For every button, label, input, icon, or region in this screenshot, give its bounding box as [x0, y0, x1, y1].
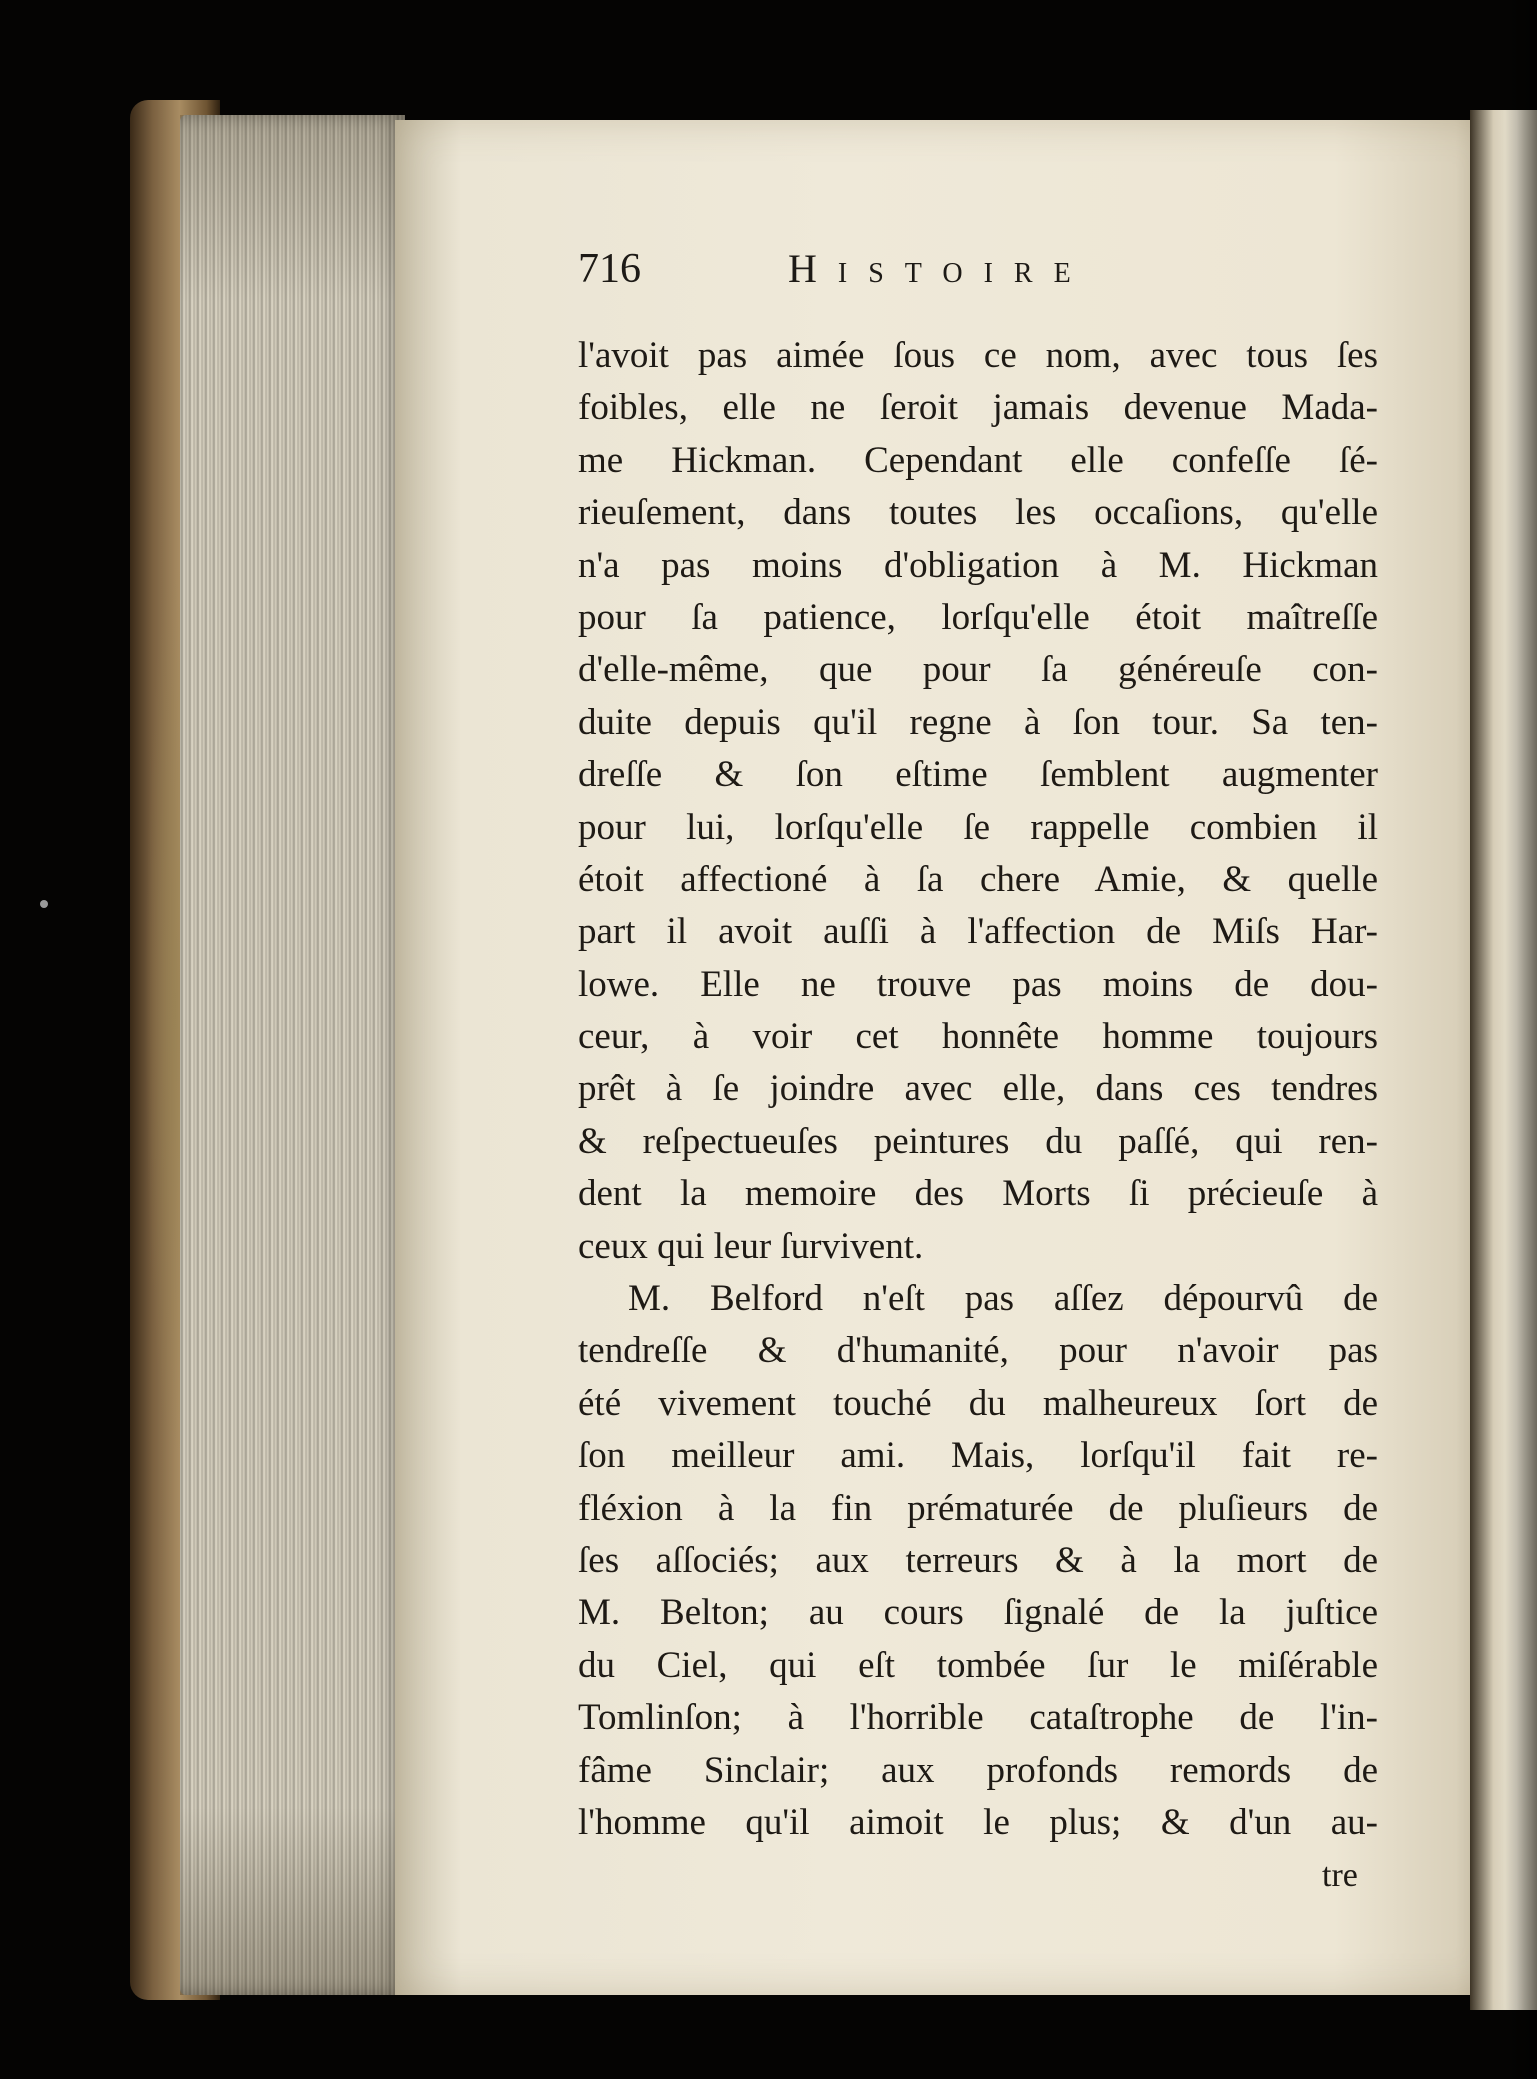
text-line: rieuſement, dans toutes les occaſions, qu'elle: [578, 492, 1378, 534]
running-head: Histoire: [788, 246, 1092, 291]
text-line: part il avoit auſſi à l'affection de Miſs Har-: [578, 911, 1378, 953]
text-line: n'a pas moins d'obligation à M. Hickman: [578, 544, 1378, 586]
text-line: duite depuis qu'il regne à ſon tour. Sa ten-: [578, 701, 1378, 743]
text-line: d'elle-même, que pour ſa généreuſe con-: [578, 649, 1378, 691]
text-line: prêt à ſe joindre avec elle, dans ces tendres: [578, 1068, 1378, 1110]
text-line: pour ſa patience, lorſqu'elle étoit maîtreſſe: [578, 596, 1378, 638]
text-line: fâme Sinclair; aux profonds remords de: [578, 1749, 1378, 1791]
text-line: ceur, à voir cet honnête homme toujours: [578, 1016, 1378, 1058]
page-number: 716: [578, 246, 641, 292]
text-line: ceux qui leur ſurvivent.: [578, 1225, 924, 1267]
text-line: lowe. Elle ne trouve pas moins de dou-: [578, 963, 1378, 1005]
page-edges-shade: [180, 115, 405, 1995]
right-shadow: [1505, 0, 1537, 2079]
text-line: du Ciel, qui eſt tombée ſur le miſérable: [578, 1644, 1378, 1686]
text-line: l'avoit pas aimée ſous ce nom, avec tous ſes: [578, 335, 1378, 376]
text-line: pour lui, lorſqu'elle ſe rappelle combien il: [578, 806, 1378, 848]
dust-speck: [40, 900, 48, 908]
text-line: foibles, elle ne ſeroit jamais devenue Mada-: [578, 387, 1378, 429]
text-line: me Hickman. Cependant elle confeſſe ſé-: [578, 439, 1378, 481]
text-line: tendreſſe & d'humanité, pour n'avoir pas: [578, 1330, 1378, 1372]
text-line: Tomlinſon; à l'horrible cataſtrophe de l'in-: [578, 1697, 1378, 1739]
text-line: & reſpectueuſes peintures du paſſé, qui ren-: [578, 1120, 1378, 1162]
text-line: fléxion à la fin prématurée de pluſieurs de: [578, 1487, 1378, 1529]
catchword: tre: [1322, 1857, 1358, 1894]
text-line: étoit affectioné à ſa chere Amie, & quelle: [578, 858, 1378, 900]
body-text: [578, 330, 1378, 1849]
text-line: été vivement touché du malheureux ſort de: [578, 1382, 1378, 1424]
text-line: M. Belton; au cours ſignalé de la juſtice: [578, 1592, 1378, 1634]
text-line: dent la memoire des Morts ſi précieuſe à: [578, 1173, 1378, 1215]
text-line: M. Belford n'eſt pas aſſez dépourvû de: [628, 1278, 1378, 1320]
text-line: ſon meilleur ami. Mais, lorſqu'il fait re-: [578, 1435, 1378, 1477]
page-header: [578, 245, 1178, 305]
text-line: dreſſe & ſon eſtime ſemblent augmenter: [578, 754, 1378, 796]
text-line: l'homme qu'il aimoit le plus; & d'un au-: [578, 1801, 1378, 1843]
text-line: ſes aſſociés; aux terreurs & à la mort de: [578, 1539, 1378, 1581]
